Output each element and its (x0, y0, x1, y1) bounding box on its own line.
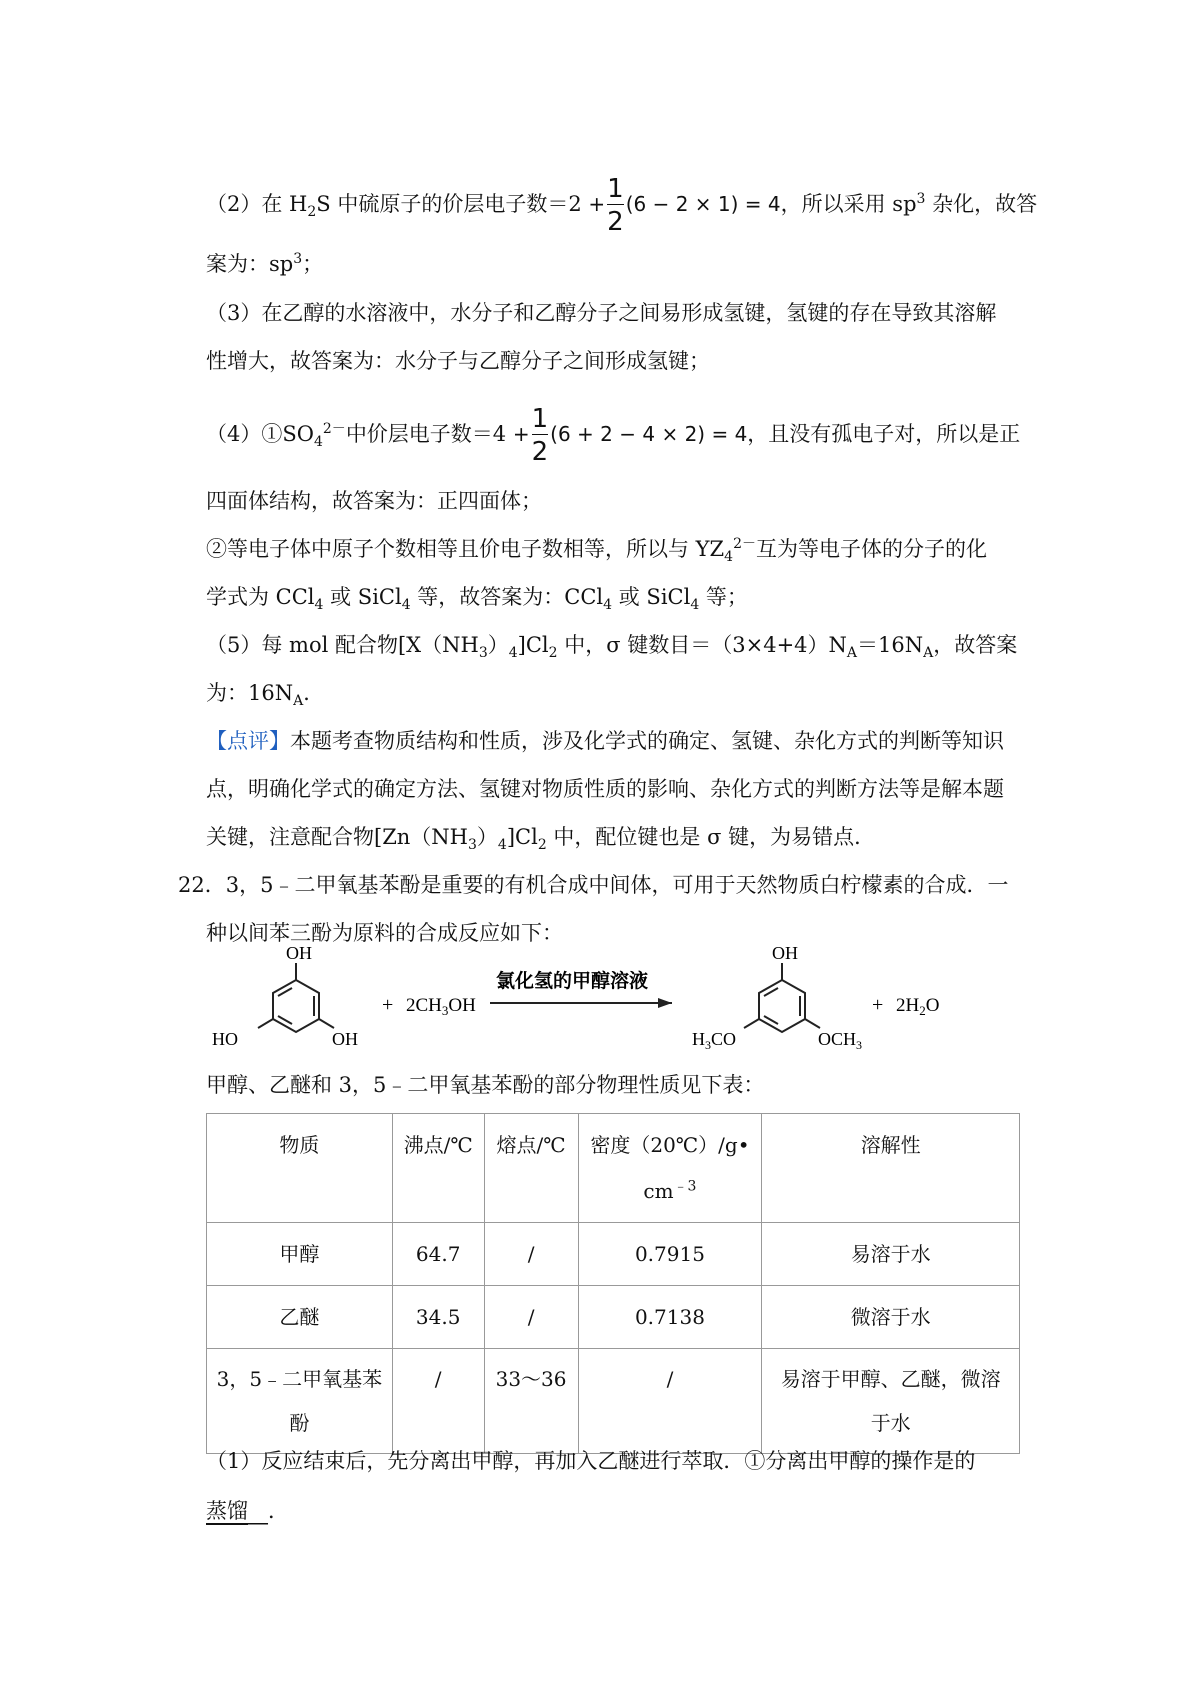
table-row: 3，5﹣二甲氧基苯 酚 / 33～36 / 易溶于甲醇、乙醚，微溶 于水 (207, 1349, 1020, 1454)
header-density: 密度（20℃）/g• $cm^{﹣3}$ (578, 1114, 762, 1223)
reactant-oh-top: OH (286, 945, 312, 963)
product-methoxy-left: $H_3CO$ (692, 1029, 737, 1052)
reaction-condition: 氯化氢的甲醇溶液 (496, 970, 649, 992)
p4-line2: 四面体结构，故答案为：正四面体； (206, 489, 542, 513)
header-boiling-point: 沸点/℃ (392, 1114, 484, 1223)
plus-sign-2: + (872, 994, 884, 1016)
table-intro: 甲醇、乙醚和 3，5﹣二甲氧基苯酚的部分物理性质见下表： (206, 1073, 765, 1097)
p2-line2: 案为：$sp^3$； (206, 251, 324, 276)
table-row: 甲醇 64.7 / 0.7915 易溶于水 (207, 1223, 1020, 1286)
header-melting-point: 熔点/℃ (484, 1114, 578, 1223)
fraction-one-half: $\frac{1}{2}$ (607, 174, 624, 237)
reaction-arrow-head (658, 998, 672, 1008)
reactant-ho-left: HO (212, 1029, 238, 1049)
p3-line2: 性增大，故答案为：水分子与乙醇分子之间形成氢键； (206, 349, 710, 373)
comment-line1: 【点评】本题考查物质结构和性质，涉及化学式的确定、氢键、杂化方式的判断等知识 (206, 729, 1004, 753)
q22-line2: 种以间苯三酚为原料的合成反应如下： (206, 921, 563, 945)
methanol-formula: $2CH_3OH$ (406, 995, 476, 1018)
p3-line1: （3）在乙醇的水溶液中，水分子和乙醇分子之间易形成氢键，氢键的存在导致其溶解 (206, 301, 997, 325)
header-solubility: 溶解性 (762, 1114, 1020, 1223)
p5-line1: （5）每 mol 配合物$[X(NH_3)_4]Cl_2$ 中，σ 键数目$=(3\times 4+4)N_A=16N_A$，故答案 (206, 633, 1018, 662)
table-row: 乙醚 34.5 / 0.7138 微溶于水 (207, 1286, 1020, 1349)
product-oh-top: OH (772, 945, 798, 963)
dimethoxyphenol-structure (744, 963, 820, 1032)
header-substance: 物质 (207, 1114, 393, 1223)
comment-line2: 点，明确化学式的确定方法、氢键对物质性质的影响、杂化方式的判断方法等是解本题 (206, 777, 1004, 801)
answer-blank: 蒸馏 (206, 1499, 248, 1523)
p4-line1: $(4)①SO_4^{2-}$中价层电子数＝4 + $\frac{1}{2}$ (6 + 2 − 4 × 2) = 4，且没有孤电子对，所以是正 (206, 404, 1021, 467)
q22-line1: 22．3，5﹣二甲氧基苯酚是重要的有机合成中间体，可用于天然物质白柠檬素的合成．一 (178, 873, 1009, 897)
reactant-oh-right: OH (332, 1029, 358, 1049)
q22-sub1-line2: 蒸馏 ． (206, 1499, 290, 1523)
table-header-row (207, 1114, 1020, 1223)
water-formula: $2H_2O$ (896, 995, 940, 1018)
reaction-scheme (206, 945, 1026, 1075)
p4-line4: 学式为 CCl$_4$ 或 SiCl$_4$ 等，故答案为：CCl$_4$ 或 SiCl$_4$ 等； (206, 585, 748, 614)
fraction-one-half: $\frac{1}{2}$ (531, 404, 549, 467)
comment-tag: 【点评】 (206, 729, 290, 753)
p2-line1: （2）在 $H_2S$ 中硫原子的价层电子数＝2 + $\frac{1}{2}$ (6 − 2 × 1) = 4，所以采用 $sp^3$ 杂化，故答 (206, 174, 1038, 237)
phloroglucinol-structure (258, 963, 334, 1032)
comment-line3: 关键，注意配合物$[Zn(NH_3)_4]Cl_2$ 中，配位键也是 σ 键，为易错点． (206, 825, 876, 854)
p4-line3: ②等电子体中原子个数相等且价电子数相等，所以与 $YZ_4^{2-}$互为等电子体的分子的化 (206, 536, 987, 566)
plus-sign-1: + (382, 994, 394, 1016)
product-methoxy-right: $OCH_3$ (818, 1029, 863, 1052)
properties-table (206, 1113, 1020, 1454)
p5-line2: 为：$16N_A$． (206, 681, 325, 710)
q22-sub1-line1: （1）反应结束后，先分离出甲醇，再加入乙醚进行萃取．①分离出甲醇的操作是的 (206, 1449, 976, 1473)
